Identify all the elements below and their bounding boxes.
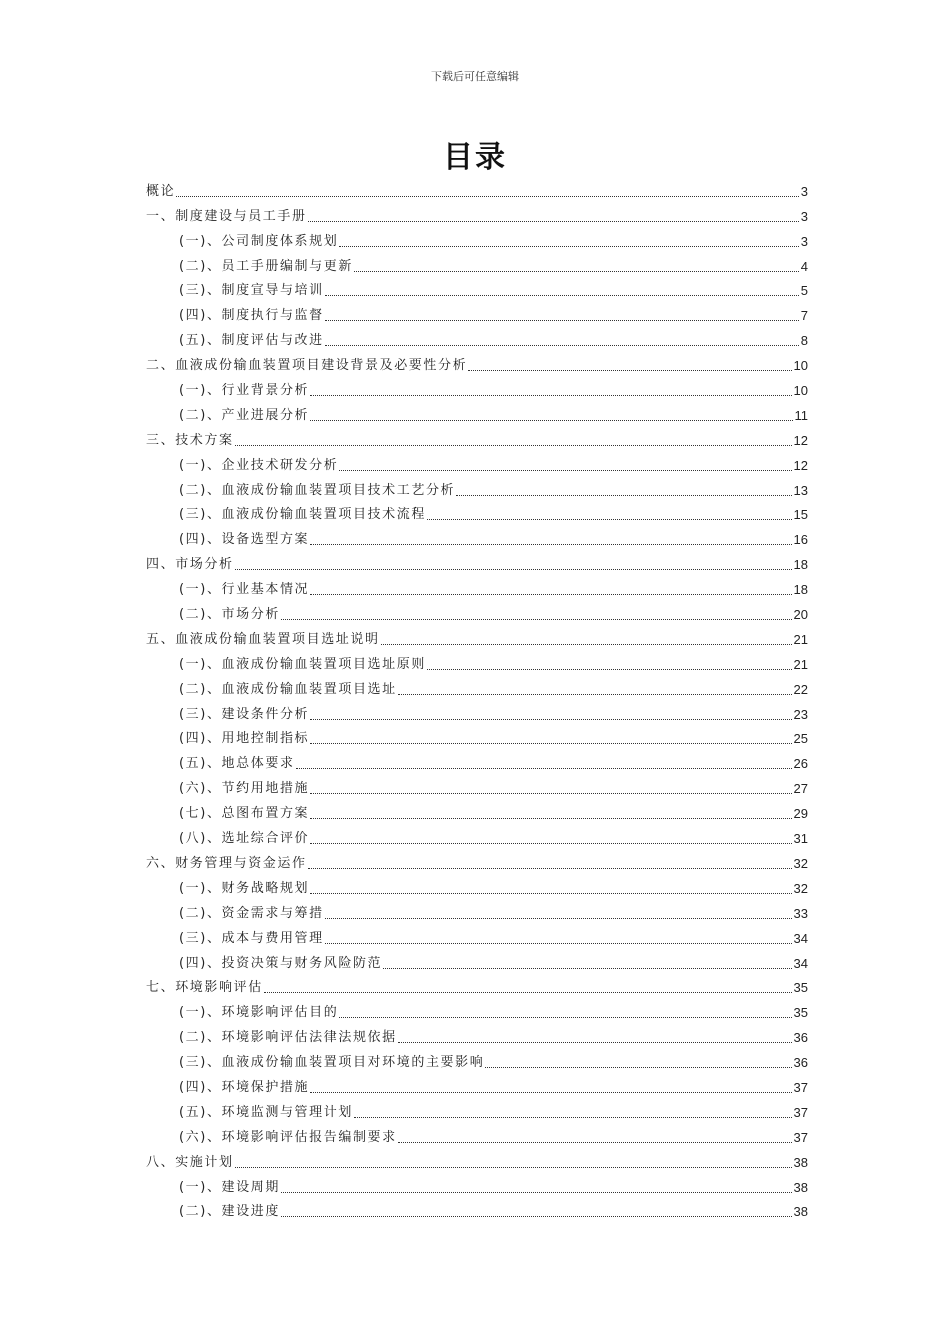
dot-leader bbox=[339, 460, 791, 471]
dot-leader bbox=[325, 933, 792, 944]
toc-entry[interactable] bbox=[146, 299, 808, 324]
header-note: 下载后可任意编辑 bbox=[431, 70, 519, 83]
toc-entry-page-number: 35 bbox=[793, 1005, 808, 1021]
toc-entry-label: (二)、产业进展分析 bbox=[179, 407, 310, 423]
toc-entry-page-number: 3 bbox=[800, 233, 808, 249]
toc-entry[interactable] bbox=[146, 1046, 808, 1071]
toc-entry-page-number: 15 bbox=[793, 507, 808, 523]
toc-entry-page-number: 33 bbox=[793, 905, 808, 921]
toc-entry[interactable] bbox=[146, 723, 808, 748]
toc-entry-label: (三)、制度宣导与培训 bbox=[179, 283, 324, 299]
toc-entry[interactable] bbox=[146, 996, 808, 1021]
toc-entry-page-number: 25 bbox=[793, 731, 808, 747]
toc-entry[interactable] bbox=[146, 648, 808, 673]
dot-leader bbox=[339, 236, 798, 247]
dot-leader bbox=[354, 1107, 792, 1118]
toc-entry-label: 六、财务管理与资金运作 bbox=[146, 855, 307, 871]
dot-leader bbox=[383, 958, 791, 969]
toc-entry[interactable] bbox=[146, 175, 808, 200]
toc-entry-label: (一)、建设周期 bbox=[179, 1179, 280, 1195]
toc-entry-page-number: 10 bbox=[793, 383, 808, 399]
toc-entry[interactable] bbox=[146, 548, 808, 573]
toc-entry[interactable] bbox=[146, 250, 808, 275]
dot-leader bbox=[235, 559, 792, 570]
toc-entry[interactable] bbox=[146, 972, 808, 997]
dot-leader bbox=[310, 534, 791, 545]
toc-entry-label: (四)、环境保护措施 bbox=[179, 1079, 310, 1095]
toc-entry-page-number: 21 bbox=[793, 656, 808, 672]
dot-leader bbox=[325, 335, 799, 346]
toc-entry-page-number: 35 bbox=[793, 980, 808, 996]
toc-entry-page-number: 37 bbox=[793, 1079, 808, 1095]
toc-entry[interactable] bbox=[146, 772, 808, 797]
toc-entry-label: 三、技术方案 bbox=[146, 432, 234, 448]
dot-leader bbox=[310, 733, 791, 744]
toc-entry-page-number: 16 bbox=[793, 532, 808, 548]
toc-entry-label: (三)、成本与费用管理 bbox=[179, 930, 324, 946]
toc-entry-label: (五)、地总体要求 bbox=[179, 756, 295, 772]
toc-entry[interactable] bbox=[146, 324, 808, 349]
toc-entry[interactable] bbox=[146, 499, 808, 524]
toc-entry[interactable] bbox=[146, 698, 808, 723]
toc-entry-page-number: 18 bbox=[793, 582, 808, 598]
toc-entry-label: (二)、资金需求与筹措 bbox=[179, 905, 324, 921]
toc-entry[interactable] bbox=[146, 922, 808, 947]
dot-leader bbox=[485, 1057, 791, 1068]
dot-leader bbox=[325, 310, 799, 321]
toc-entry[interactable] bbox=[146, 1146, 808, 1171]
toc-entry-page-number: 38 bbox=[793, 1154, 808, 1170]
toc-entry-page-number: 4 bbox=[800, 258, 808, 274]
dot-leader bbox=[308, 858, 792, 869]
toc-entry[interactable] bbox=[146, 1121, 808, 1146]
toc-entry-page-number: 38 bbox=[793, 1179, 808, 1195]
toc-entry[interactable] bbox=[146, 897, 808, 922]
page-title: 目录 bbox=[443, 140, 507, 175]
toc-entry-label: 八、实施计划 bbox=[146, 1154, 234, 1170]
toc-entry[interactable] bbox=[146, 225, 808, 250]
toc-entry[interactable] bbox=[146, 623, 808, 648]
toc-entry-page-number: 12 bbox=[793, 457, 808, 473]
toc-entry[interactable] bbox=[146, 523, 808, 548]
dot-leader bbox=[398, 684, 792, 695]
dot-leader bbox=[310, 808, 791, 819]
toc-entry-label: (八)、选址综合评价 bbox=[179, 831, 310, 847]
dot-leader bbox=[296, 758, 792, 769]
toc-entry-label: 概论 bbox=[146, 183, 176, 199]
toc-entry-label: (一)、企业技术研发分析 bbox=[179, 457, 339, 473]
toc-entry-label: (五)、环境监测与管理计划 bbox=[179, 1104, 353, 1120]
dot-leader bbox=[308, 211, 799, 222]
dot-leader bbox=[235, 1157, 792, 1168]
toc-entry-label: (四)、制度执行与监督 bbox=[179, 308, 324, 324]
toc-entry[interactable] bbox=[146, 474, 808, 499]
toc-entry-label: 七、环境影响评估 bbox=[146, 980, 263, 996]
toc-entry-label: 二、血液成份输血装置项目建设背景及必要性分析 bbox=[146, 358, 468, 374]
toc-entry-page-number: 7 bbox=[800, 308, 808, 324]
toc-entry[interactable] bbox=[146, 822, 808, 847]
toc-entry[interactable] bbox=[146, 847, 808, 872]
toc-entry-label: 一、制度建设与员工手册 bbox=[146, 208, 307, 224]
toc-entry[interactable] bbox=[146, 1021, 808, 1046]
toc-entry-label: 四、市场分析 bbox=[146, 557, 234, 573]
toc-entry-label: (六)、节约用地措施 bbox=[179, 781, 310, 797]
dot-leader bbox=[456, 485, 791, 496]
toc-entry[interactable] bbox=[146, 1096, 808, 1121]
toc-entry[interactable] bbox=[146, 1071, 808, 1096]
toc-entry-page-number: 32 bbox=[793, 880, 808, 896]
toc-entry-page-number: 12 bbox=[793, 432, 808, 448]
toc-entry-page-number: 10 bbox=[793, 358, 808, 374]
toc-entry-page-number: 38 bbox=[793, 1204, 808, 1220]
toc-entry-page-number: 32 bbox=[793, 855, 808, 871]
dot-leader bbox=[310, 385, 791, 396]
dot-leader bbox=[398, 1132, 792, 1143]
toc-entry-page-number: 11 bbox=[794, 407, 808, 423]
toc-entry-page-number: 3 bbox=[800, 208, 808, 224]
dot-leader bbox=[310, 783, 791, 794]
toc-entry-page-number: 18 bbox=[793, 557, 808, 573]
toc-entry[interactable] bbox=[146, 797, 808, 822]
toc-entry-label: (七)、总图布置方案 bbox=[179, 806, 310, 822]
toc-entry[interactable] bbox=[146, 947, 808, 972]
toc-entry-label: (二)、员工手册编制与更新 bbox=[179, 258, 353, 274]
dot-leader bbox=[281, 609, 792, 620]
toc-entry-page-number: 37 bbox=[793, 1129, 808, 1145]
dot-leader bbox=[354, 261, 799, 272]
dot-leader bbox=[381, 634, 792, 645]
dot-leader bbox=[468, 360, 791, 371]
toc-entry-page-number: 5 bbox=[800, 283, 808, 299]
dot-leader bbox=[310, 584, 791, 595]
toc-entry-label: (一)、血液成份输血装置项目选址原则 bbox=[179, 656, 426, 672]
toc-entry-label: (三)、血液成份输血装置项目对环境的主要影响 bbox=[179, 1055, 485, 1071]
dot-leader bbox=[427, 659, 792, 670]
toc-entry-label: (一)、公司制度体系规划 bbox=[179, 233, 339, 249]
toc-entry-label: (四)、投资决策与财务风险防范 bbox=[179, 955, 383, 971]
toc-entry-page-number: 27 bbox=[793, 781, 808, 797]
toc-entry-page-number: 8 bbox=[800, 333, 808, 349]
toc-entry-label: (一)、行业背景分析 bbox=[179, 383, 310, 399]
toc-entry[interactable] bbox=[146, 1196, 808, 1221]
dot-leader bbox=[310, 410, 792, 421]
toc-entry-label: (四)、设备选型方案 bbox=[179, 532, 310, 548]
toc-entry[interactable] bbox=[146, 374, 808, 399]
toc-entry-label: (四)、用地控制指标 bbox=[179, 731, 310, 747]
toc-entry-page-number: 29 bbox=[793, 806, 808, 822]
toc-entry-label: (一)、行业基本情况 bbox=[179, 582, 310, 598]
toc-entry-label: (一)、环境影响评估目的 bbox=[179, 1005, 339, 1021]
toc-entry-page-number: 36 bbox=[793, 1030, 808, 1046]
toc-entry[interactable] bbox=[146, 275, 808, 300]
toc-entry[interactable] bbox=[146, 673, 808, 698]
toc-entry-label: (二)、血液成份输血装置项目选址 bbox=[179, 681, 397, 697]
toc-entry[interactable] bbox=[146, 399, 808, 424]
toc-entry-page-number: 26 bbox=[793, 756, 808, 772]
dot-leader bbox=[325, 908, 792, 919]
toc-entry-label: (六)、环境影响评估报告编制要求 bbox=[179, 1129, 397, 1145]
toc-entry-label: 五、血液成份输血装置项目选址说明 bbox=[146, 631, 380, 647]
table-of-contents bbox=[146, 175, 808, 1220]
dot-leader bbox=[325, 285, 799, 296]
toc-entry-page-number: 36 bbox=[793, 1055, 808, 1071]
dot-leader bbox=[281, 1182, 792, 1193]
toc-entry-page-number: 3 bbox=[800, 183, 808, 199]
dot-leader bbox=[310, 1082, 791, 1093]
toc-entry-label: (五)、制度评估与改进 bbox=[179, 333, 324, 349]
toc-entry[interactable] bbox=[146, 424, 808, 449]
toc-entry-label: (二)、环境影响评估法律法规依据 bbox=[179, 1030, 397, 1046]
toc-entry-page-number: 20 bbox=[793, 607, 808, 623]
dot-leader bbox=[339, 1007, 791, 1018]
toc-entry[interactable] bbox=[146, 598, 808, 623]
toc-entry[interactable] bbox=[146, 349, 808, 374]
toc-entry-page-number: 34 bbox=[793, 955, 808, 971]
toc-entry-label: (二)、血液成份输血装置项目技术工艺分析 bbox=[179, 482, 456, 498]
toc-entry[interactable] bbox=[146, 573, 808, 598]
toc-entry-page-number: 13 bbox=[793, 482, 808, 498]
dot-leader bbox=[310, 833, 791, 844]
toc-entry-page-number: 23 bbox=[793, 706, 808, 722]
dot-leader bbox=[281, 1206, 792, 1217]
dot-leader bbox=[398, 1032, 792, 1043]
dot-leader bbox=[176, 186, 799, 197]
toc-entry-label: (三)、建设条件分析 bbox=[179, 706, 310, 722]
dot-leader bbox=[264, 982, 792, 993]
toc-entry-label: (二)、市场分析 bbox=[179, 607, 280, 623]
toc-entry[interactable] bbox=[146, 200, 808, 225]
dot-leader bbox=[310, 883, 791, 894]
toc-entry-label: (一)、财务战略规划 bbox=[179, 880, 310, 896]
toc-entry-page-number: 34 bbox=[793, 930, 808, 946]
dot-leader bbox=[427, 509, 792, 520]
toc-entry-page-number: 21 bbox=[793, 631, 808, 647]
toc-entry-label: (三)、血液成份输血装置项目技术流程 bbox=[179, 507, 426, 523]
toc-entry[interactable] bbox=[146, 872, 808, 897]
toc-entry[interactable] bbox=[146, 747, 808, 772]
dot-leader bbox=[310, 709, 791, 720]
toc-entry-page-number: 37 bbox=[793, 1104, 808, 1120]
dot-leader bbox=[235, 435, 792, 446]
toc-entry-label: (二)、建设进度 bbox=[179, 1204, 280, 1220]
toc-entry-page-number: 31 bbox=[793, 831, 808, 847]
toc-entry-page-number: 22 bbox=[793, 681, 808, 697]
toc-entry[interactable] bbox=[146, 449, 808, 474]
toc-entry[interactable] bbox=[146, 1171, 808, 1196]
